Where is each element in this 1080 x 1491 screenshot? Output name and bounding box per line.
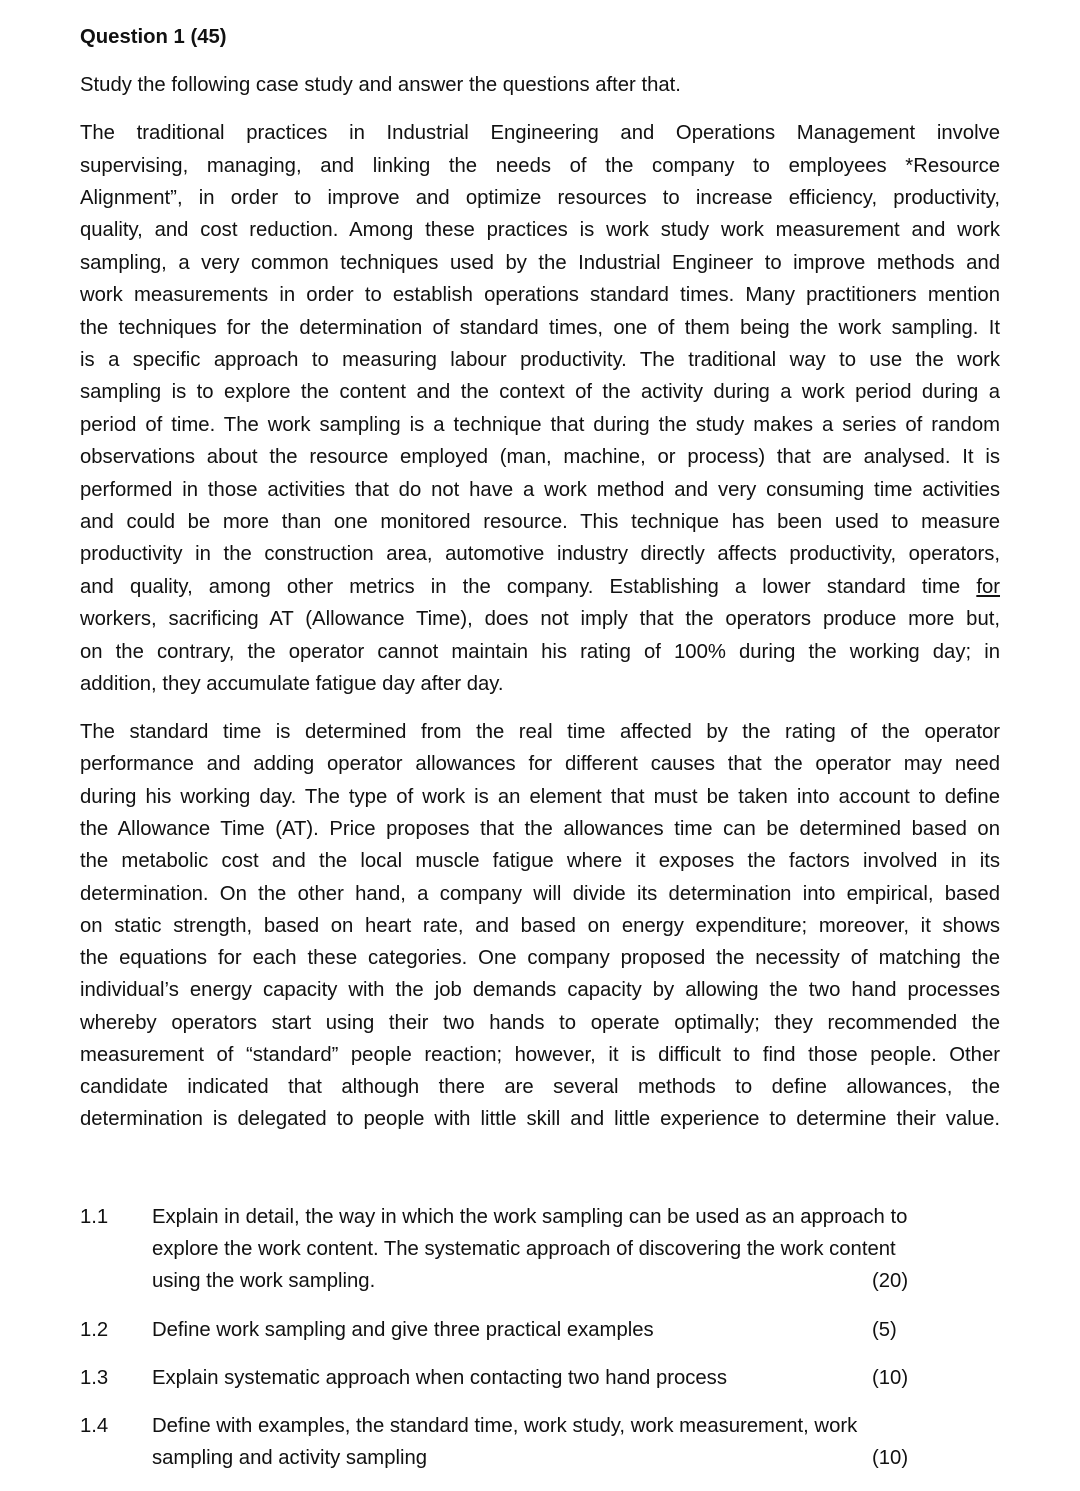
question-marks: (20) bbox=[872, 1270, 909, 1292]
question-marks: (10) bbox=[872, 1447, 909, 1469]
question-text-line: Explain systematic approach when contacting two hand process bbox=[152, 1367, 727, 1389]
paragraph-line: The standard time is determined from the real time affected by the rating of the operator bbox=[80, 721, 1000, 743]
paragraph-line: the techniques for the determination of standard times, one of them being the work sampling. It bbox=[80, 317, 1000, 339]
instruction-text: Study the following case study and answer the questions after that. bbox=[80, 74, 681, 96]
question-text-line: using the work sampling. bbox=[152, 1270, 376, 1292]
paragraph-line: observations about the resource employed (man, machine, or process) that are analysed. It is bbox=[80, 446, 1000, 468]
paragraph-line: performed in those activities that do not have a work method and very consuming time activities bbox=[80, 479, 1000, 501]
paragraph-line: on the contrary, the operator cannot maintain his rating of 100% during the working day; in bbox=[80, 641, 1000, 663]
paragraph-line: work measurements in order to establish operations standard times. Many practitioners mention bbox=[80, 284, 1000, 306]
paragraph-line: on static strength, based on heart rate, and based on energy expenditure; moreover, it shows bbox=[80, 915, 1000, 937]
question-text-line: sampling and activity sampling bbox=[152, 1447, 428, 1469]
paragraph-line: the metabolic cost and the local muscle fatigue where it exposes the factors involved in its bbox=[80, 850, 1000, 872]
paragraph-line: whereby operators start using their two hands to operate optimally; they recommended the bbox=[80, 1012, 1000, 1034]
paragraph-line: is a specific approach to measuring labour productivity. The traditional way to use the work bbox=[80, 349, 1000, 371]
paragraph-line: The traditional practices in Industrial Engineering and Operations Management involve bbox=[80, 122, 1000, 144]
question-number: 1.1 bbox=[80, 1206, 109, 1228]
paragraph-line: quality, and cost reduction. Among these practices is work study work measurement and work bbox=[80, 219, 1000, 241]
paragraph-line: performance and adding operator allowances for different causes that the operator may need bbox=[80, 753, 1000, 775]
question-marks: (5) bbox=[872, 1319, 897, 1341]
paragraph-line: productivity in the construction area, automotive industry directly affects productivity, operators, bbox=[80, 543, 1000, 565]
paragraph-line: sampling is to explore the content and the context of the activity during a work period during a bbox=[80, 381, 1000, 403]
paragraph-line: addition, they accumulate fatigue day after day. bbox=[80, 673, 504, 695]
question-number: 1.4 bbox=[80, 1415, 109, 1437]
question-marks: (10) bbox=[872, 1367, 909, 1389]
question-number: 1.3 bbox=[80, 1367, 109, 1389]
paragraph-line: period of time. The work sampling is a technique that during the study makes a series of random bbox=[80, 414, 1000, 436]
paragraph-line: candidate indicated that although there are several methods to define allowances, the bbox=[80, 1076, 1000, 1098]
paragraph-line: determination. On the other hand, a company will divide its determination into empirical, based bbox=[80, 883, 1000, 905]
question-text-line: explore the work content. The systematic approach of discovering the work content bbox=[152, 1238, 896, 1260]
question-text-line: Define with examples, the standard time, work study, work measurement, work bbox=[152, 1415, 858, 1437]
question-title: Question 1 (45) bbox=[80, 26, 227, 48]
paragraph-line: supervising, managing, and linking the needs of the company to employees *Resource bbox=[80, 155, 1000, 177]
paragraph-line-text: and quality, among other metrics in the company. Establishing a lower standard time bbox=[80, 576, 961, 598]
question-text-line: Define work sampling and give three practical examples bbox=[152, 1319, 654, 1341]
paragraph-line: determination is delegated to people with little skill and little experience to determine their value. bbox=[80, 1108, 1000, 1130]
paragraph-line: the equations for each these categories. One company proposed the necessity of matching the bbox=[80, 947, 1000, 969]
paragraph-line: the Allowance Time (AT). Price proposes that the allowances time can be determined based on bbox=[80, 818, 1000, 840]
underlined-word: for bbox=[976, 576, 1000, 598]
paragraph-line: during his working day. The type of work is an element that must be taken into account to define bbox=[80, 786, 1000, 808]
paragraph-line: Alignment”, in order to improve and optimize resources to increase efficiency, productivity, bbox=[80, 187, 1000, 209]
paragraph-line bbox=[80, 575, 1000, 599]
paragraph-line: individual’s energy capacity with the job demands capacity by allowing the two hand processes bbox=[80, 979, 1000, 1001]
paragraph-line: workers, sacrificing AT (Allowance Time), does not imply that the operators produce more but, bbox=[80, 608, 1000, 630]
paragraph-line: measurement of “standard” people reaction; however, it is difficult to find those people. Other bbox=[80, 1044, 1000, 1066]
paragraph-line: and could be more than one monitored resource. This technique has been used to measure bbox=[80, 511, 1000, 533]
question-number: 1.2 bbox=[80, 1319, 109, 1341]
paragraph-line: sampling, a very common techniques used by the Industrial Engineer to improve methods and bbox=[80, 252, 1000, 274]
question-text-line: Explain in detail, the way in which the work sampling can be used as an approach to bbox=[152, 1206, 908, 1228]
